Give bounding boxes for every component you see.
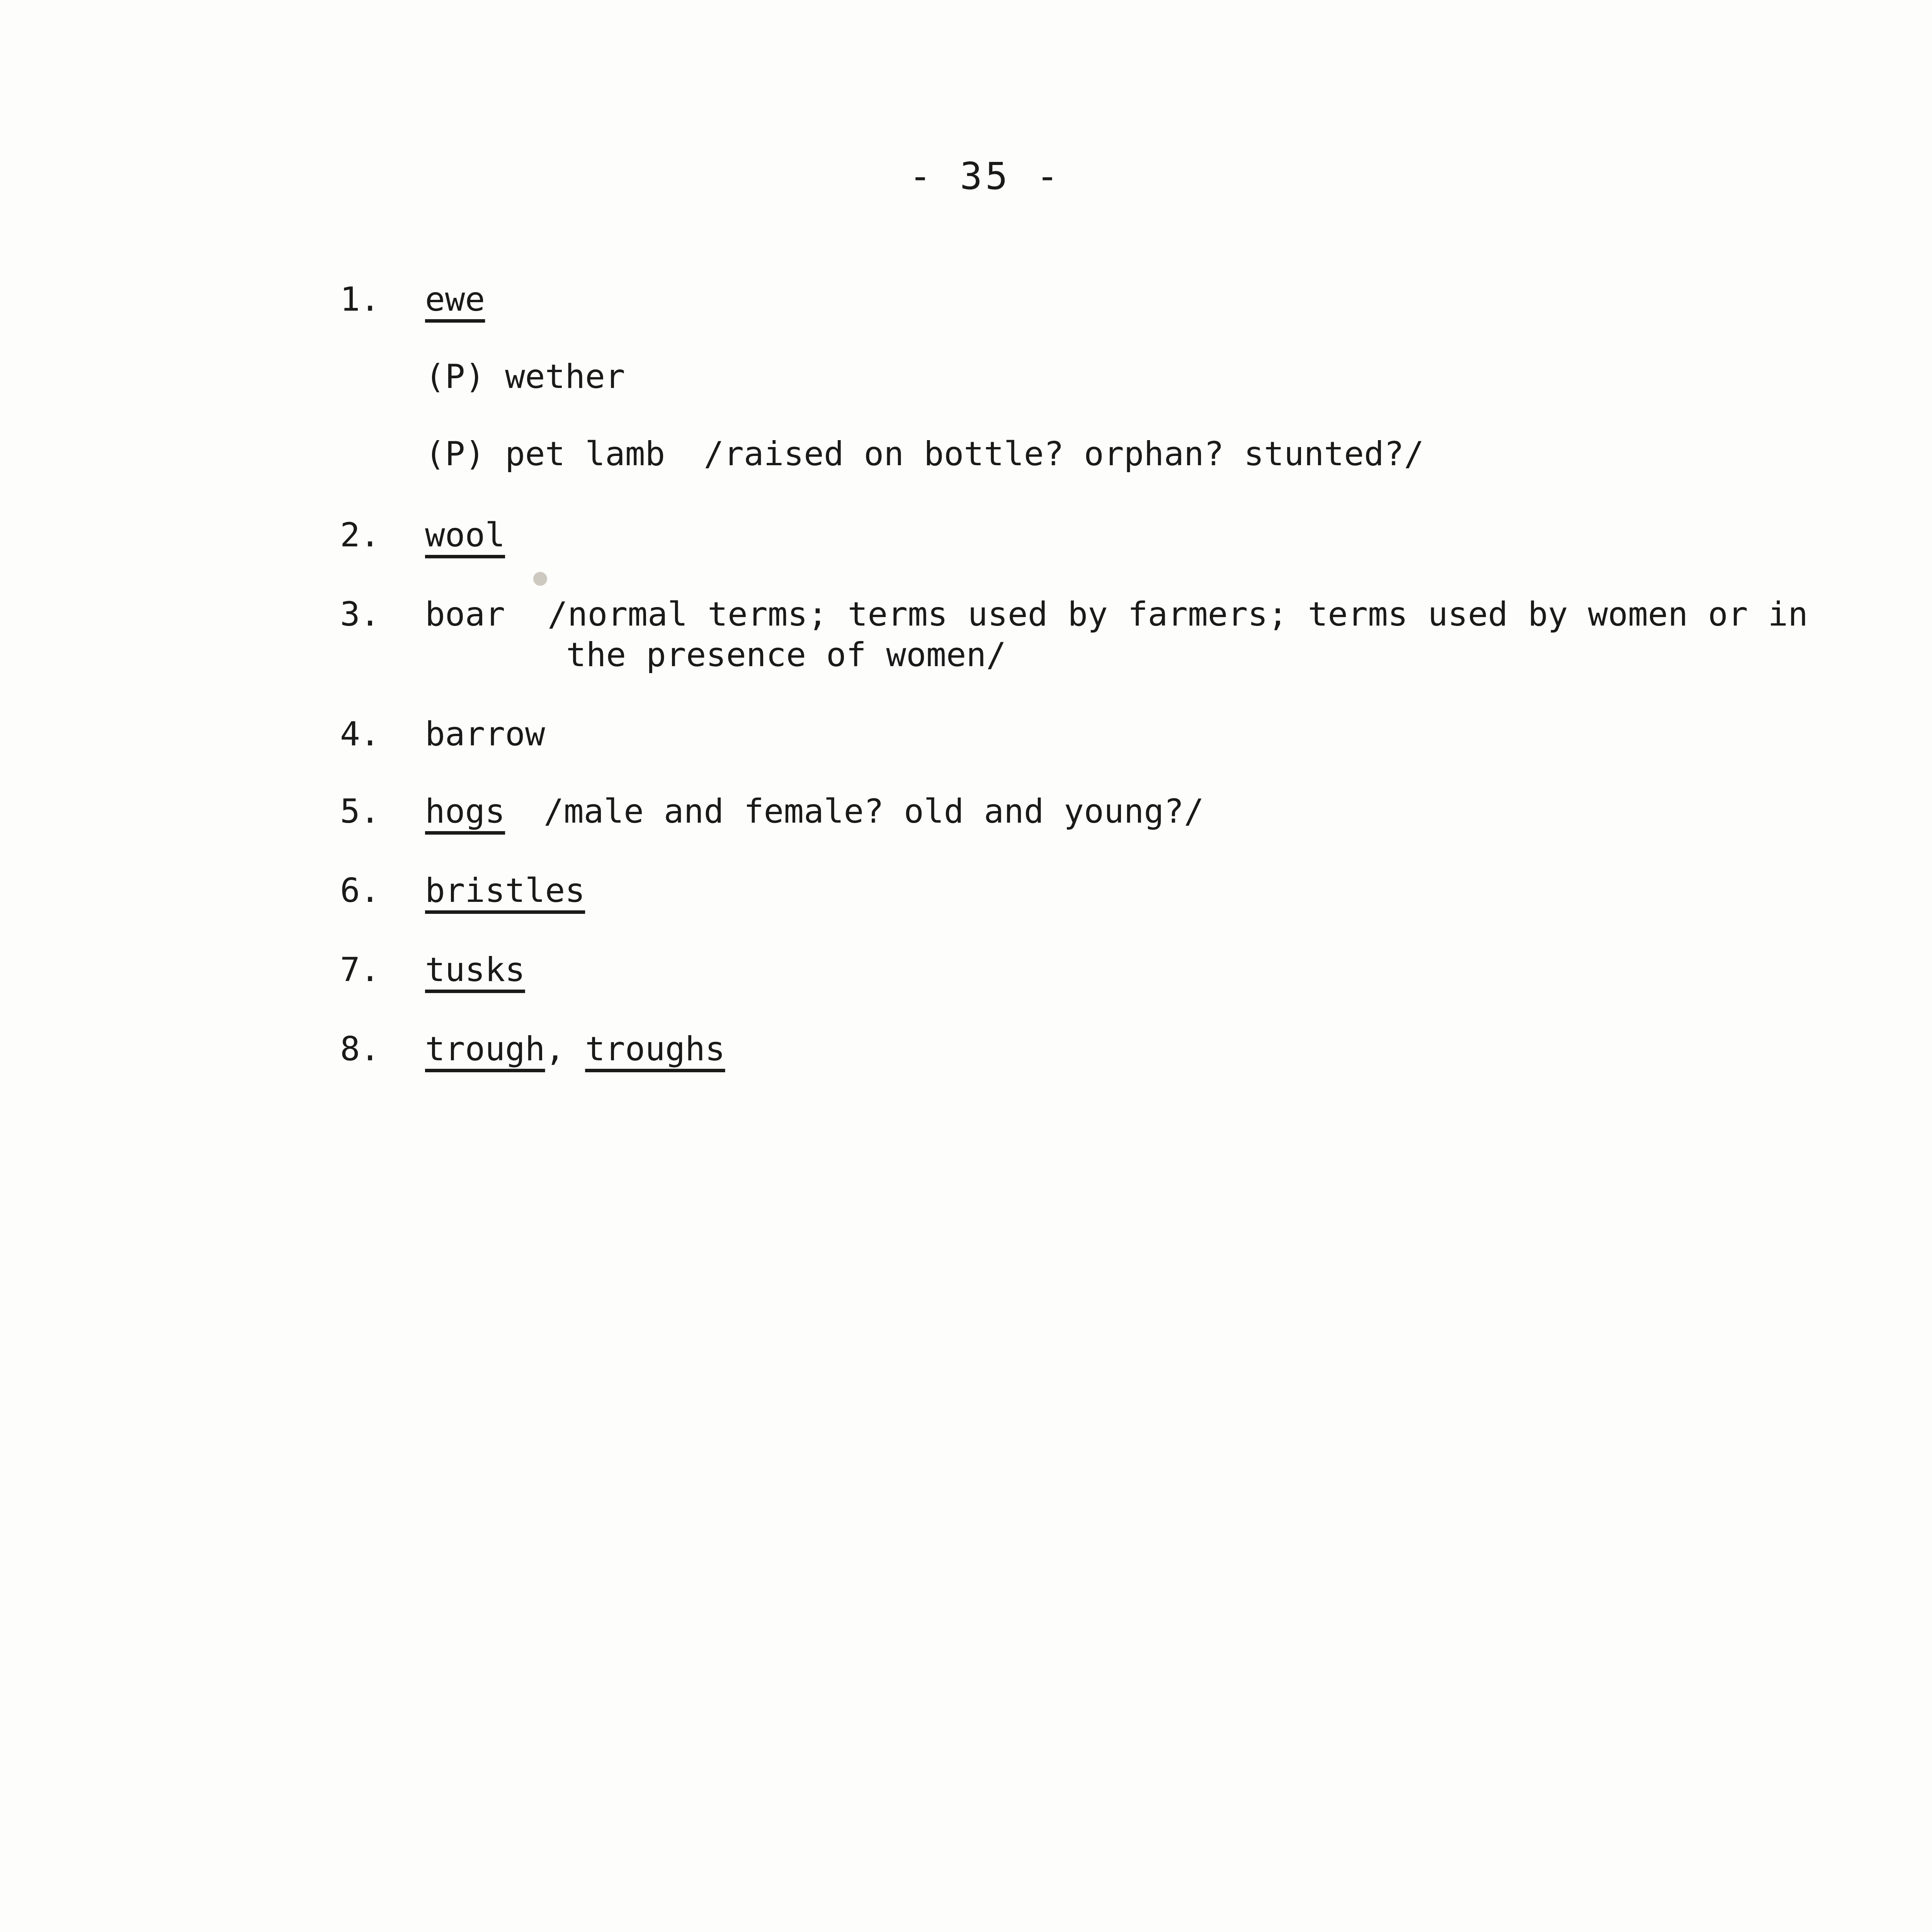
list-item [340,713,545,755]
item-term: trough [425,1030,545,1068]
sub-item-prefix: (P) [425,357,485,396]
list-item [340,949,525,991]
item-term: tusks [425,951,525,989]
item-separator: , [545,1030,585,1068]
item-number: 6. [340,871,380,910]
item-term: wool [425,516,505,554]
item-number: 8. [340,1030,380,1068]
list-item [340,869,585,912]
sub-item [425,433,1424,475]
item-note: /normal terms; terms used by farmers; terms used by women or in [548,595,1808,634]
page-number: - 35 - [909,155,1062,198]
item-note-continuation: the presence of women/ [566,636,1007,674]
list-item [340,1028,725,1070]
sub-item-note: /raised on bottle? orphan? stunted?/ [704,435,1424,473]
item-term: boar [425,595,505,634]
item-number: 3. [340,595,380,634]
item-number: 1. [340,280,380,319]
item-term: troughs [585,1030,725,1068]
item-term: barrow [425,715,545,753]
sub-item [425,355,625,398]
sub-item-term: pet lamb [505,435,665,473]
item-term: bristles [425,871,585,910]
list-item [340,790,1204,833]
item-term: ewe [425,280,485,319]
item-number: 4. [340,715,380,753]
item-note: /male and female? old and young?/ [544,792,1204,831]
list-item [340,593,1808,636]
sub-item-prefix: (P) [425,435,485,473]
item-term: hogs [425,792,505,831]
item-number: 5. [340,792,380,831]
paper-spot [533,572,547,586]
item-number: 2. [340,516,380,554]
item-number: 7. [340,951,380,989]
list-item [340,278,485,321]
sub-item-term: wether [505,357,625,396]
list-item [340,514,505,556]
